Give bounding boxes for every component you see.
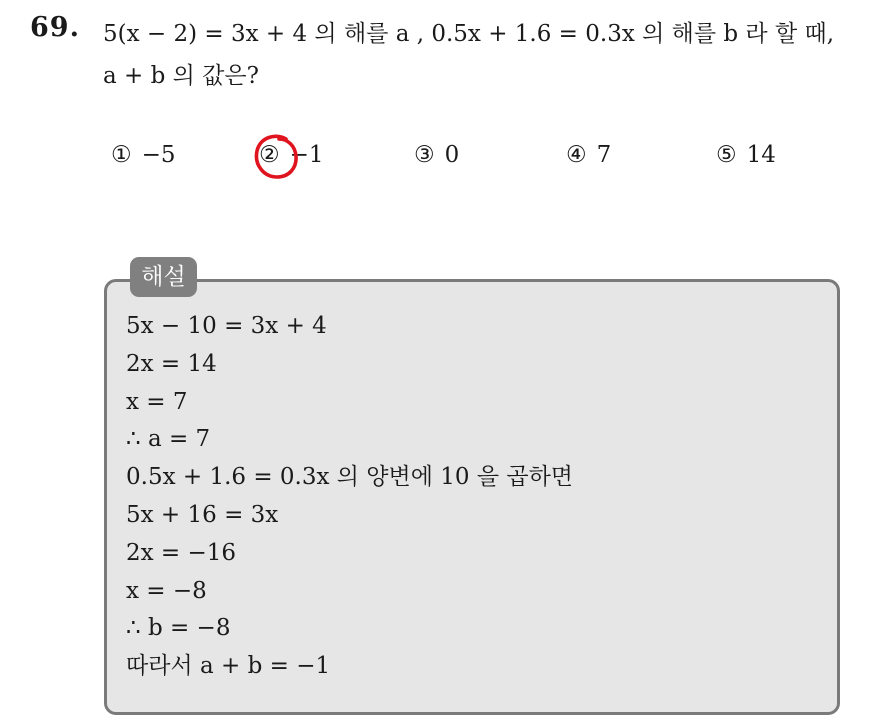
solution-line-4: ∴ a = 7 [126, 426, 211, 453]
solution-line-6: 5x + 16 = 3x [126, 501, 279, 528]
choice-4[interactable] [566, 142, 611, 168]
solution-line-9: ∴ b = −8 [126, 615, 231, 642]
solution-line-10: 따라서 a + b = −1 [126, 653, 331, 680]
question-number: 69. [30, 12, 80, 43]
choice-3[interactable] [414, 142, 459, 168]
choice-1[interactable] [111, 142, 176, 168]
choice-4-mark: ④ [566, 142, 587, 168]
choice-3-value: 0 [444, 142, 460, 168]
choice-5-value: 14 [746, 142, 776, 168]
choice-3-mark: ③ [414, 142, 435, 168]
solution-line-7: 2x = −16 [126, 539, 237, 566]
question-text-line-2: a + b 의 값은? [103, 63, 259, 89]
solution-label: 해설 [130, 257, 197, 297]
solution-line-2: 2x = 14 [126, 350, 217, 377]
choice-5[interactable] [716, 142, 776, 168]
answer-choices [0, 142, 884, 176]
choice-5-mark: ⑤ [716, 142, 737, 168]
solution-line-5: 0.5x + 1.6 = 0.3x 의 양변에 10 을 곱하면 [126, 464, 574, 491]
selected-answer-circle-icon [250, 131, 302, 183]
choice-2-value: −1 [289, 142, 324, 168]
solution-line-8: x = −8 [126, 577, 207, 604]
choice-4-value: 7 [596, 142, 612, 168]
choice-1-mark: ① [111, 142, 132, 168]
question-text-line-1: 5(x − 2) = 3x + 4 의 해를 a , 0.5x + 1.6 = 0.3x 의 해를 b 라 할 때, [103, 21, 835, 47]
choice-1-value: −5 [141, 142, 176, 168]
solution-line-1: 5x − 10 = 3x + 4 [126, 313, 327, 339]
choice-2-mark: ② [259, 142, 280, 168]
solution-line-3: x = 7 [126, 388, 188, 415]
solution-steps [126, 308, 573, 686]
